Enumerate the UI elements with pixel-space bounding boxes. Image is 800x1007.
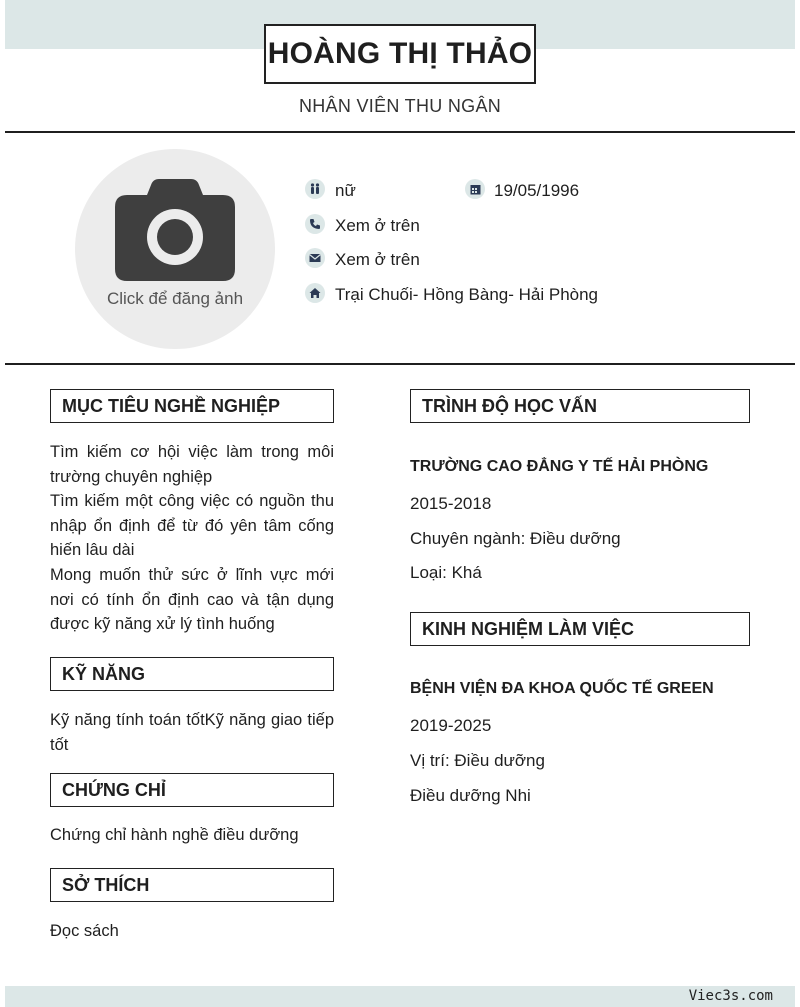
skills-heading: KỸ NĂNG xyxy=(50,657,334,691)
objective-text xyxy=(50,440,334,637)
avatar-caption: Click để đăng ảnh xyxy=(106,289,244,308)
education-grade: Loại: Khá xyxy=(410,563,482,582)
experience-period: 2019-2025 xyxy=(410,716,492,735)
calendar-icon xyxy=(465,179,485,199)
email-icon xyxy=(305,248,325,268)
objective-heading: MỤC TIÊU NGHỀ NGHIỆP xyxy=(50,389,334,423)
header-divider xyxy=(5,131,795,133)
gender-value: nữ xyxy=(335,181,356,200)
experience-heading: KINH NGHIỆM LÀM VIỆC xyxy=(410,612,750,646)
hobbies-heading: SỞ THÍCH xyxy=(50,868,334,902)
camera-icon xyxy=(115,177,235,281)
home-icon xyxy=(305,283,325,303)
profile-divider xyxy=(5,363,795,365)
site-watermark: Viec3s.com xyxy=(688,988,773,1004)
birthday-value: 19/05/1996 xyxy=(494,181,580,200)
education-major: Chuyên ngành: Điều dưỡng xyxy=(410,529,621,548)
job-title: NHÂN VIÊN THU NGÂN xyxy=(298,96,502,116)
experience-position: Vị trí: Điều dưỡng xyxy=(410,751,545,770)
certificates-text: Chứng chỉ hành nghề điều dưỡng xyxy=(50,826,299,844)
phone-icon xyxy=(305,214,325,234)
gender-icon xyxy=(305,179,325,199)
experience-company: BỆNH VIỆN ĐA KHOA QUỐC TẾ GREEN xyxy=(410,680,714,697)
address-value: Trại Chuối- Hồng Bàng- Hải Phòng xyxy=(335,285,599,304)
objective-paragraph: Mong muốn thử sức ở lĩnh vực mới nơi có tính ổn định cao và tận dụng được kỹ năng xử lý tình huống xyxy=(50,565,334,634)
experience-description: Điều dưỡng Nhi xyxy=(410,786,531,805)
certificates-heading: CHỨNG CHỈ xyxy=(50,773,334,807)
education-period: 2015-2018 xyxy=(410,494,492,513)
education-heading: TRÌNH ĐỘ HỌC VẤN xyxy=(410,389,750,423)
objective-paragraph: Tìm kiếm cơ hội việc làm trong môi trường chuyên nghiệp xyxy=(50,443,334,486)
hobbies-text: Đọc sách xyxy=(50,922,119,940)
email-value: Xem ở trên xyxy=(335,250,420,269)
objective-paragraph: Tìm kiếm một công việc có nguồn thu nhập ổn định để từ đó yên tâm cống hiến lâu dài xyxy=(50,492,334,560)
candidate-name: HOÀNG THỊ THẢO xyxy=(264,24,536,84)
avatar-upload[interactable] xyxy=(75,149,275,349)
education-school: TRƯỜNG CAO ĐẲNG Y TẾ HẢI PHÒNG xyxy=(410,458,709,475)
skills-text: Kỹ năng tính toán tốtKỹ năng giao tiếp tốt xyxy=(50,711,334,754)
footer-band xyxy=(5,986,795,1007)
phone-value: Xem ở trên xyxy=(335,216,420,235)
